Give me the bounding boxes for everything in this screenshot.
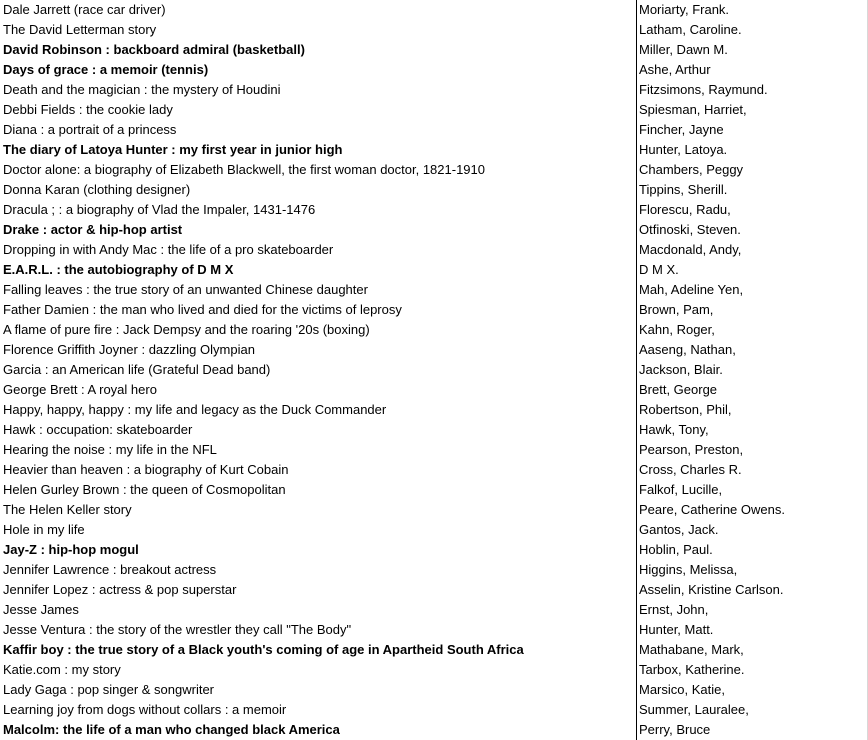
author-cell[interactable]: Mah, Adeline Yen,: [639, 282, 744, 297]
table-row[interactable]: [0, 380, 868, 400]
table-row[interactable]: [0, 140, 868, 160]
table-row[interactable]: [0, 540, 868, 560]
author-cell[interactable]: Tippins, Sherill.: [639, 182, 728, 197]
book-title-cell[interactable]: Hawk : occupation: skateboarder: [0, 420, 637, 440]
author-cell[interactable]: Ashe, Arthur: [639, 62, 711, 77]
book-title-cell[interactable]: David Robinson : backboard admiral (basketball): [0, 40, 637, 60]
author-cell[interactable]: Spiesman, Harriet,: [639, 102, 747, 117]
table-row[interactable]: [0, 200, 868, 220]
table-row[interactable]: [0, 460, 868, 480]
author-cell[interactable]: Ernst, John,: [639, 602, 709, 617]
table-row[interactable]: [0, 580, 868, 600]
table-row[interactable]: [0, 440, 868, 460]
table-row[interactable]: [0, 60, 868, 80]
table-row[interactable]: [0, 480, 868, 500]
table-row[interactable]: [0, 420, 868, 440]
author-cell[interactable]: Hoblin, Paul.: [639, 542, 713, 557]
book-title-cell[interactable]: George Brett : A royal hero: [0, 380, 637, 400]
book-title-cell[interactable]: The Helen Keller story: [0, 500, 637, 520]
book-title-cell[interactable]: Learning joy from dogs without collars : a memoir: [0, 700, 637, 720]
table-row[interactable]: [0, 320, 868, 340]
book-title-cell[interactable]: Florence Griffith Joyner : dazzling Olympian: [0, 340, 637, 360]
table-row[interactable]: [0, 280, 868, 300]
author-cell[interactable]: Perry, Bruce: [639, 722, 711, 737]
author-cell[interactable]: Peare, Catherine Owens.: [639, 502, 785, 517]
author-cell[interactable]: Otfinoski, Steven.: [639, 222, 741, 237]
book-title-cell[interactable]: Father Damien : the man who lived and died for the victims of leprosy: [0, 300, 637, 320]
author-cell[interactable]: Tarbox, Katherine.: [639, 662, 745, 677]
book-title-cell[interactable]: Drake : actor & hip-hop artist: [0, 220, 637, 240]
table-row[interactable]: [0, 560, 868, 580]
book-title-cell[interactable]: E.A.R.L. : the autobiography of D M X: [0, 260, 637, 280]
book-title-cell[interactable]: Heavier than heaven : a biography of Kurt Cobain: [0, 460, 637, 480]
author-cell[interactable]: Mathabane, Mark,: [639, 642, 744, 657]
book-title-cell[interactable]: Hole in my life: [0, 520, 637, 540]
author-cell[interactable]: Hunter, Latoya.: [639, 142, 728, 157]
table-row[interactable]: [0, 520, 868, 540]
table-row[interactable]: [0, 660, 868, 680]
book-title-cell[interactable]: Malcolm: the life of a man who changed black America: [0, 720, 637, 740]
table-row[interactable]: [0, 20, 868, 40]
author-cell[interactable]: Kahn, Roger,: [639, 322, 715, 337]
table-row[interactable]: [0, 500, 868, 520]
author-cell[interactable]: Brett, George: [639, 382, 718, 397]
book-title-cell[interactable]: Happy, happy, happy : my life and legacy as the Duck Commander: [0, 400, 637, 420]
table-row[interactable]: [0, 160, 868, 180]
table-row[interactable]: [0, 640, 868, 660]
table-row[interactable]: [0, 720, 868, 740]
book-title-cell[interactable]: Dracula ; : a biography of Vlad the Impaler, 1431-1476: [0, 200, 637, 220]
author-cell[interactable]: Falkof, Lucille,: [639, 482, 723, 497]
table-row[interactable]: [0, 80, 868, 100]
table-row[interactable]: [0, 100, 868, 120]
table-row[interactable]: [0, 600, 868, 620]
book-title-cell[interactable]: Garcia : an American life (Grateful Dead band): [0, 360, 637, 380]
book-title-cell[interactable]: Jennifer Lopez : actress & pop superstar: [0, 580, 637, 600]
author-cell[interactable]: Marsico, Katie,: [639, 682, 725, 697]
author-cell[interactable]: Summer, Lauralee,: [639, 702, 749, 717]
book-title-cell[interactable]: A flame of pure fire : Jack Dempsy and the roaring '20s (boxing): [0, 320, 637, 340]
author-cell[interactable]: Fitzsimons, Raymund.: [639, 82, 768, 97]
book-title-cell[interactable]: Donna Karan (clothing designer): [0, 180, 637, 200]
book-title-cell[interactable]: Dropping in with Andy Mac : the life of a pro skateboarder: [0, 240, 637, 260]
author-cell[interactable]: Latham, Caroline.: [639, 22, 742, 37]
table-row[interactable]: [0, 700, 868, 720]
table-row[interactable]: [0, 260, 868, 280]
author-cell[interactable]: Moriarty, Frank.: [639, 2, 730, 17]
book-title-cell[interactable]: Jesse Ventura : the story of the wrestler they call "The Body": [0, 620, 637, 640]
author-cell[interactable]: Gantos, Jack.: [639, 522, 719, 537]
table-row[interactable]: [0, 340, 868, 360]
author-cell[interactable]: Pearson, Preston,: [639, 442, 744, 457]
author-cell[interactable]: D M X.: [639, 262, 679, 277]
table-row[interactable]: [0, 620, 868, 640]
author-cell[interactable]: Hunter, Matt.: [639, 622, 714, 637]
book-title-cell[interactable]: Dale Jarrett (race car driver): [0, 0, 637, 20]
book-title-cell[interactable]: Debbi Fields : the cookie lady: [0, 100, 637, 120]
book-title-cell[interactable]: Days of grace : a memoir (tennis): [0, 60, 637, 80]
book-title-cell[interactable]: Kaffir boy : the true story of a Black youth's coming of age in Apartheid South Africa: [0, 640, 637, 660]
author-cell[interactable]: Brown, Pam,: [639, 302, 714, 317]
author-cell[interactable]: Fincher, Jayne: [639, 122, 724, 137]
table-row[interactable]: [0, 680, 868, 700]
author-cell[interactable]: Robertson, Phil,: [639, 402, 732, 417]
table-row[interactable]: [0, 0, 868, 20]
author-cell[interactable]: Higgins, Melissa,: [639, 562, 738, 577]
table-row[interactable]: [0, 400, 868, 420]
table-row[interactable]: [0, 120, 868, 140]
table-row[interactable]: [0, 180, 868, 200]
book-title-cell[interactable]: Katie.com : my story: [0, 660, 637, 680]
book-title-cell[interactable]: Death and the magician : the mystery of Houdini: [0, 80, 637, 100]
book-title-cell[interactable]: Diana : a portrait of a princess: [0, 120, 637, 140]
author-cell[interactable]: Cross, Charles R.: [639, 462, 742, 477]
book-title-cell[interactable]: Falling leaves : the true story of an unwanted Chinese daughter: [0, 280, 637, 300]
book-title-cell[interactable]: The diary of Latoya Hunter : my first year in junior high: [0, 140, 637, 160]
book-title-cell[interactable]: Lady Gaga : pop singer & songwriter: [0, 680, 637, 700]
book-title-cell[interactable]: Jesse James: [0, 600, 637, 620]
book-title-cell[interactable]: Doctor alone: a biography of Elizabeth Blackwell, the first woman doctor, 1821-1910: [0, 160, 637, 180]
table-row[interactable]: [0, 360, 868, 380]
book-title-cell[interactable]: Jennifer Lawrence : breakout actress: [0, 560, 637, 580]
table-row[interactable]: [0, 40, 868, 60]
table-row[interactable]: [0, 220, 868, 240]
table-row[interactable]: [0, 240, 868, 260]
table-row[interactable]: [0, 300, 868, 320]
author-cell[interactable]: Macdonald, Andy,: [639, 242, 742, 257]
author-cell[interactable]: Asselin, Kristine Carlson.: [639, 582, 784, 597]
author-cell[interactable]: Miller, Dawn M.: [639, 42, 728, 57]
book-title-cell[interactable]: Jay-Z : hip-hop mogul: [0, 540, 637, 560]
book-title-cell[interactable]: The David Letterman story: [0, 20, 637, 40]
book-title-cell[interactable]: Hearing the noise : my life in the NFL: [0, 440, 637, 460]
author-cell[interactable]: Chambers, Peggy: [639, 162, 744, 177]
author-cell[interactable]: Jackson, Blair.: [639, 362, 723, 377]
author-cell[interactable]: Hawk, Tony,: [639, 422, 709, 437]
author-cell[interactable]: Aaseng, Nathan,: [639, 342, 736, 357]
book-title-cell[interactable]: Helen Gurley Brown : the queen of Cosmopolitan: [0, 480, 637, 500]
author-cell[interactable]: Florescu, Radu,: [639, 202, 731, 217]
